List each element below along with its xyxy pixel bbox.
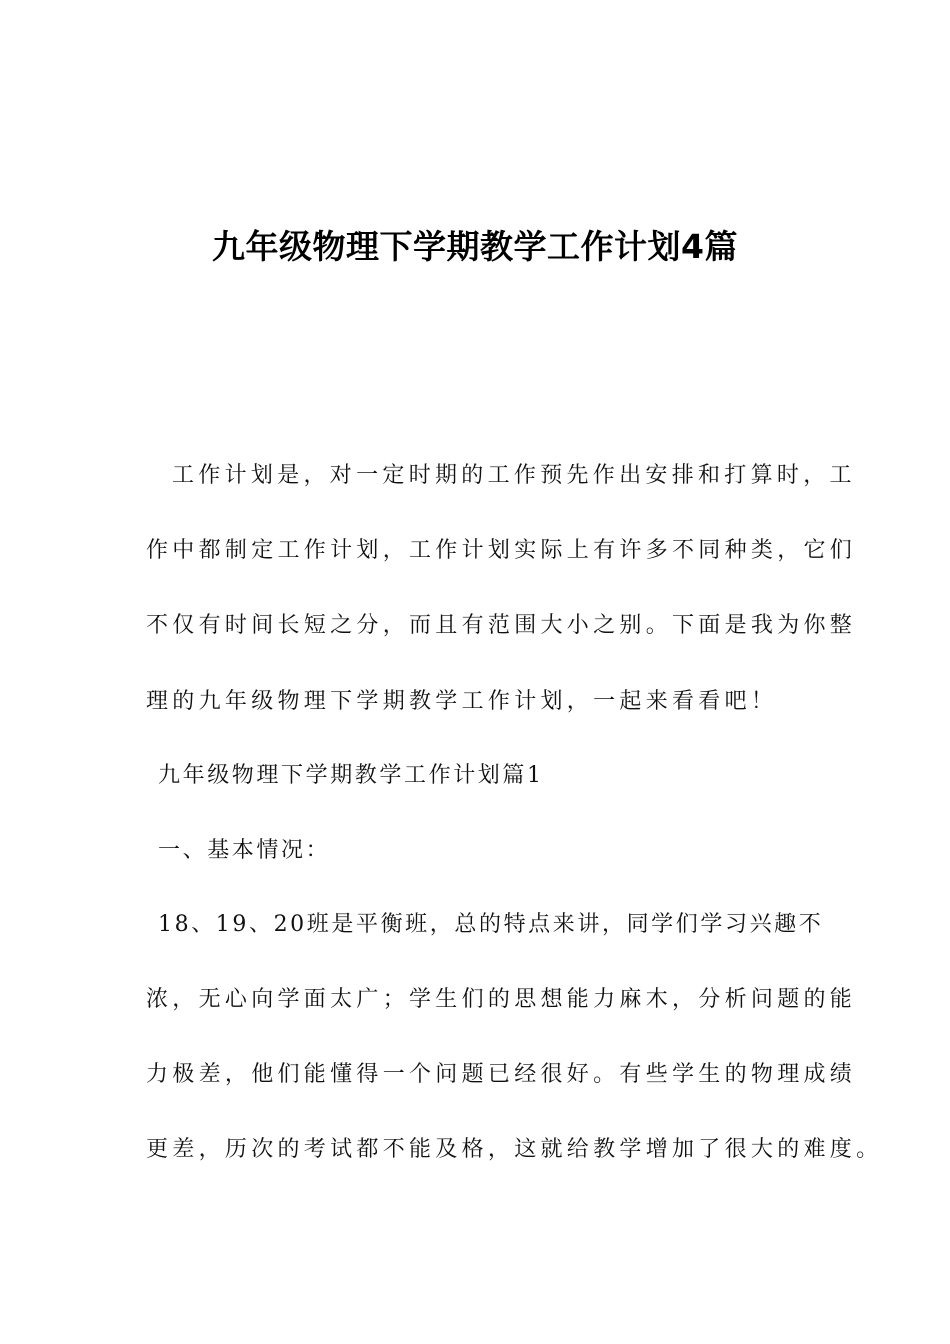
body-line-1: 18、19、20班是平衡班，总的特点来讲，同学们学习兴趣不 <box>158 912 824 937</box>
document-title: 九年级物理下学期教学工作计划4篇 <box>212 227 738 266</box>
subheading-basic-situation: 一、基本情况： <box>158 838 331 863</box>
body-line-2: 浓，无心向学面太广；学生们的思想能力麻木，分析问题的能 <box>146 987 857 1012</box>
body-line-4: 更差，历次的考试都不能及格，这就给教学增加了很大的难度。 <box>146 1137 883 1162</box>
intro-line-4: 理的九年级物理下学期教学工作计划，一起来看看吧！ <box>146 689 778 714</box>
intro-line-3: 不仅有时间长短之分，而且有范围大小之别。下面是我为你整 <box>146 613 857 638</box>
intro-line-1: 工作计划是，对一定时期的工作预先作出安排和打算时，工 <box>172 463 856 488</box>
section-heading: 九年级物理下学期教学工作计划篇1 <box>158 763 544 788</box>
intro-line-2: 作中都制定工作计划，工作计划实际上有许多不同种类，它们 <box>146 538 857 563</box>
body-line-3: 力极差，他们能懂得一个问题已经很好。有些学生的物理成绩 <box>146 1062 857 1087</box>
